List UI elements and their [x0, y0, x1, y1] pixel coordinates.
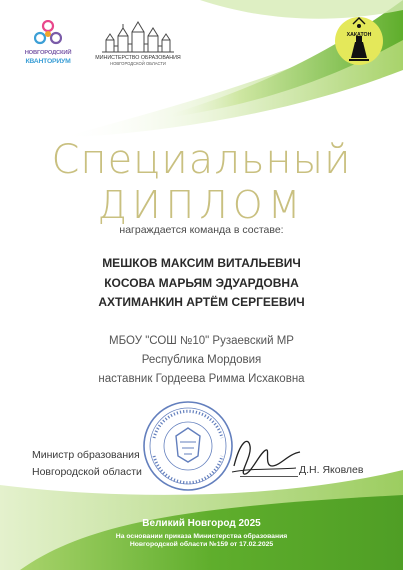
hackathon-badge-icon	[333, 10, 385, 72]
team-member: КОСОВА МАРЬЯМ ЭДУАРДОВНА	[104, 275, 299, 290]
signature-line	[240, 476, 298, 477]
team-member: МЕШКОВ МАКСИМ ВИТАЛЬЕВИЧ	[102, 256, 301, 270]
hackathon-label: ХАКАТОН	[346, 32, 372, 38]
diploma-title-line1: Специальный	[51, 137, 352, 183]
signatory-title-line1: Министр образования	[32, 449, 140, 461]
ministry-line1: МИНИСТЕРСТВО ОБРАЗОВАНИЯ	[95, 55, 181, 61]
school-name: МБОУ "СОШ №10" Рузаевский МР	[109, 335, 294, 347]
diploma-subtitle: награждается команда в составе:	[119, 224, 284, 236]
official-stamp	[140, 398, 236, 494]
footer-city-year: Великий Новгород 2025	[142, 518, 261, 529]
ministry-logo	[90, 20, 186, 66]
handwritten-signature	[226, 432, 306, 482]
signatory-title-line2: Новгородской области	[32, 466, 142, 478]
footer-basis	[0, 533, 403, 549]
signatory-name: Д.Н. Яковлев	[299, 464, 364, 476]
hackathon-logo	[333, 10, 385, 72]
kvantorium-line1: НОВГОРОДСКИЙ	[24, 50, 72, 56]
mentor-name: наставник Гордеева Римма Исхаковна	[98, 373, 305, 385]
ministry-line2: НОВГОРОДСКОЙ ОБЛАСТИ	[110, 61, 166, 66]
kvantorium-logo	[14, 20, 82, 68]
diploma-title-line2: ДИПЛОМ	[97, 183, 306, 227]
footer-basis-line2: Новгородской области №159 от 17.02.2025	[129, 541, 274, 548]
school-info	[0, 332, 403, 389]
kvantorium-atom-icon	[34, 20, 62, 48]
team-member: АХТИМАНКИН АРТЁМ СЕРГЕЕВИЧ	[98, 295, 305, 309]
signatory-title	[32, 447, 142, 481]
footer-basis-line1: На основании приказа Министерства образования	[115, 533, 288, 540]
kvantorium-line2: КВАНТОРИУМ	[25, 58, 71, 65]
team-members	[0, 254, 403, 313]
kremlin-icon	[102, 20, 174, 54]
region-name: Республика Мордовия	[141, 354, 262, 366]
